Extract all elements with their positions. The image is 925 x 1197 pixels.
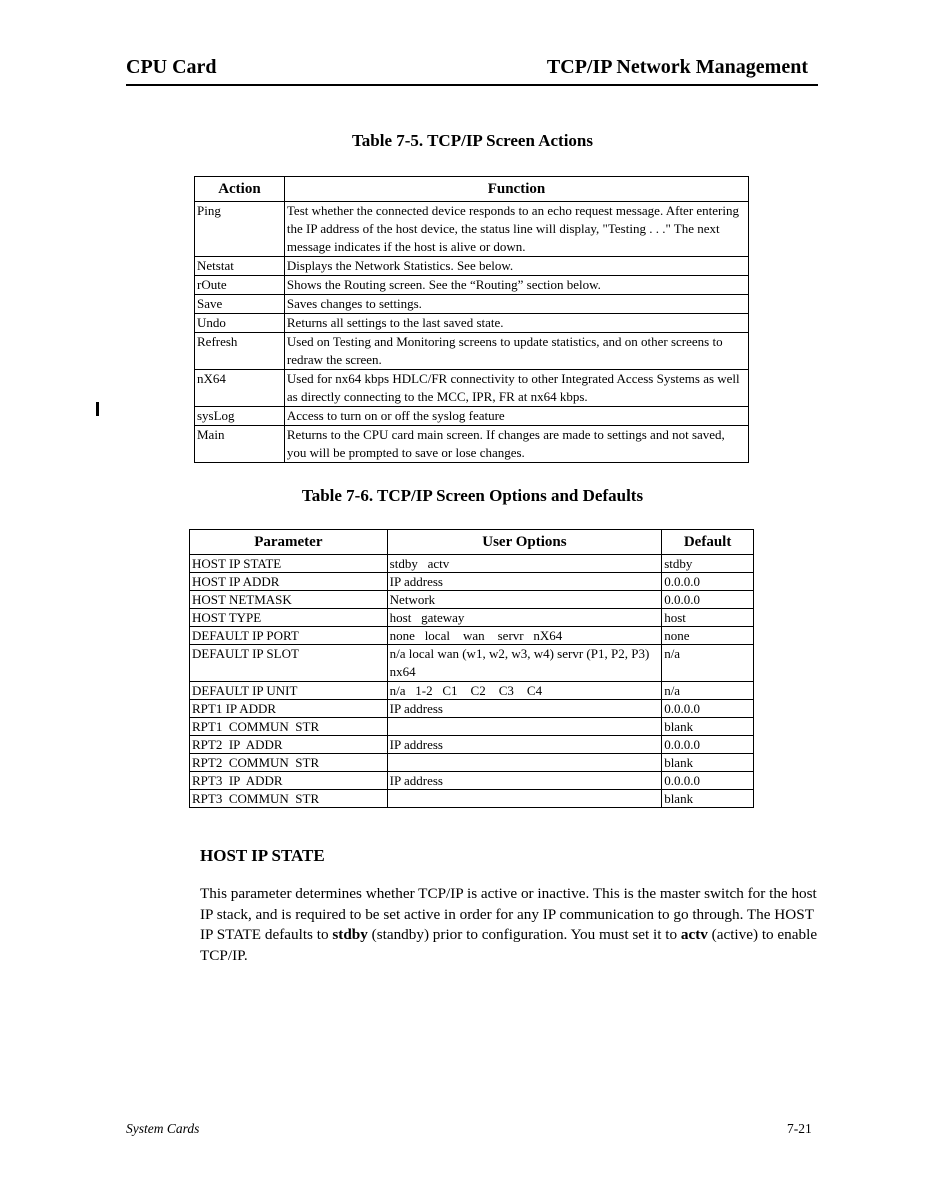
- action-cell: Main: [195, 426, 285, 463]
- function-cell: Displays the Network Statistics. See below.: [284, 257, 748, 276]
- options-cell: Network: [387, 591, 662, 609]
- change-bar: [96, 402, 99, 416]
- table-row: [195, 202, 749, 257]
- table-7-5-caption: Table 7-5. TCP/IP Screen Actions: [351, 131, 593, 150]
- paragraph-bold-term: actv: [680, 926, 708, 943]
- action-cell: Undo: [195, 314, 285, 333]
- table-row: [195, 426, 749, 463]
- options-cell: host gateway: [387, 609, 662, 627]
- paragraph-bold-term: stdby: [332, 926, 368, 943]
- options-cell: n/a local wan (w1, w2, w3, w4) servr (P1, P2, P3) nx64: [387, 645, 662, 682]
- default-cell: 0.0.0.0: [662, 700, 754, 718]
- default-cell: n/a: [662, 682, 754, 700]
- parameter-cell: DEFAULT IP SLOT: [190, 645, 388, 682]
- table-row: [190, 754, 754, 772]
- parameter-cell: HOST IP STATE: [190, 555, 388, 573]
- table-row: [190, 555, 754, 573]
- default-cell: blank: [662, 718, 754, 736]
- options-cell: IP address: [387, 573, 662, 591]
- function-cell: Test whether the connected device responds to an echo request message. After entering the IP address of the host device, the status line will display, "Testing . . ." The next message indicates if the host is alive or down.: [284, 202, 748, 257]
- column-header-parameter: Parameter: [190, 530, 388, 555]
- function-cell: Returns all settings to the last saved state.: [284, 314, 748, 333]
- parameter-cell: HOST TYPE: [190, 609, 388, 627]
- options-cell: n/a 1-2 C1 C2 C3 C4: [387, 682, 662, 700]
- action-cell: Save: [195, 295, 285, 314]
- function-cell: Saves changes to settings.: [284, 295, 748, 314]
- options-cell: IP address: [387, 772, 662, 790]
- action-cell: rOute: [195, 276, 285, 295]
- table-row: [190, 645, 754, 682]
- footer-page-number: 7-21: [787, 1121, 812, 1136]
- paragraph-text: (standby) prior to configuration. You must set it to: [367, 926, 681, 943]
- default-cell: 0.0.0.0: [662, 573, 754, 591]
- table-row: [195, 276, 749, 295]
- column-header-user-options: User Options: [387, 530, 662, 555]
- function-cell: Used on Testing and Monitoring screens to update statistics, and on other screens to redraw the screen.: [284, 333, 748, 370]
- action-cell: Refresh: [195, 333, 285, 370]
- table-header-row: [190, 530, 754, 555]
- parameter-cell: RPT1 IP ADDR: [190, 700, 388, 718]
- parameter-cell: RPT2 COMMUN STR: [190, 754, 388, 772]
- tcpip-screen-options-table: [189, 529, 754, 808]
- options-cell: stdby actv: [387, 555, 662, 573]
- parameter-cell: HOST NETMASK: [190, 591, 388, 609]
- section-paragraph: [200, 884, 820, 966]
- table-row: [195, 370, 749, 407]
- function-cell: Returns to the CPU card main screen. If changes are made to settings and not saved, you will be prompted to save or lose changes.: [284, 426, 748, 463]
- table-row: [195, 295, 749, 314]
- function-cell: Access to turn on or off the syslog feature: [284, 407, 748, 426]
- parameter-cell: RPT1 COMMUN STR: [190, 718, 388, 736]
- options-cell: none local wan servr nX64: [387, 627, 662, 645]
- action-cell: Ping: [195, 202, 285, 257]
- function-cell: Used for nx64 kbps HDLC/FR connectivity to other Integrated Access Systems as well as directly connecting to the MCC, IPR, FR at nx64 kbps.: [284, 370, 748, 407]
- table-row: [195, 257, 749, 276]
- page-header: [126, 54, 818, 86]
- table-row: [195, 314, 749, 333]
- parameter-cell: RPT2 IP ADDR: [190, 736, 388, 754]
- table-row: [190, 700, 754, 718]
- table-row: [190, 736, 754, 754]
- parameter-cell: HOST IP ADDR: [190, 573, 388, 591]
- default-cell: 0.0.0.0: [662, 772, 754, 790]
- header-chapter-title: CPU Card: [126, 56, 217, 78]
- options-cell: IP address: [387, 736, 662, 754]
- options-cell: [387, 754, 662, 772]
- table-row: [195, 333, 749, 370]
- table-row: [190, 591, 754, 609]
- default-cell: none: [662, 627, 754, 645]
- parameter-cell: DEFAULT IP PORT: [190, 627, 388, 645]
- header-section-title: TCP/IP Network Management: [546, 56, 808, 78]
- default-cell: stdby: [662, 555, 754, 573]
- table-row: [190, 627, 754, 645]
- table-row: [190, 609, 754, 627]
- table-row: [190, 718, 754, 736]
- paragraph-text: This parameter determines whether TCP/IP is active or inactive. This is the master switch for the host IP stack, and is required to be set active in order for any IP communication to go through. The HOST IP STATE defaults to: [200, 885, 817, 943]
- table-header-row: [195, 177, 749, 202]
- options-cell: IP address: [387, 700, 662, 718]
- parameter-cell: DEFAULT IP UNIT: [190, 682, 388, 700]
- table-row: [190, 573, 754, 591]
- function-cell: Shows the Routing screen. See the “Routing” section below.: [284, 276, 748, 295]
- column-header-default: Default: [662, 530, 754, 555]
- table-row: [190, 790, 754, 808]
- table-7-6-caption: Table 7-6. TCP/IP Screen Options and Defaults: [301, 486, 644, 505]
- default-cell: 0.0.0.0: [662, 736, 754, 754]
- default-cell: n/a: [662, 645, 754, 682]
- section-heading-host-ip-state: HOST IP STATE: [200, 846, 325, 865]
- default-cell: blank: [662, 754, 754, 772]
- options-cell: [387, 790, 662, 808]
- default-cell: host: [662, 609, 754, 627]
- footer-manual-section: System Cards: [126, 1121, 200, 1136]
- column-header-function: Function: [284, 177, 748, 202]
- table-row: [190, 772, 754, 790]
- default-cell: blank: [662, 790, 754, 808]
- parameter-cell: RPT3 COMMUN STR: [190, 790, 388, 808]
- action-cell: nX64: [195, 370, 285, 407]
- action-cell: sysLog: [195, 407, 285, 426]
- column-header-action: Action: [195, 177, 285, 202]
- options-cell: [387, 718, 662, 736]
- default-cell: 0.0.0.0: [662, 591, 754, 609]
- action-cell: Netstat: [195, 257, 285, 276]
- tcpip-screen-actions-table: [194, 176, 749, 463]
- parameter-cell: RPT3 IP ADDR: [190, 772, 388, 790]
- paragraph-text: (active) to enable TCP/IP.: [200, 926, 818, 964]
- table-row: [195, 407, 749, 426]
- table-row: [190, 682, 754, 700]
